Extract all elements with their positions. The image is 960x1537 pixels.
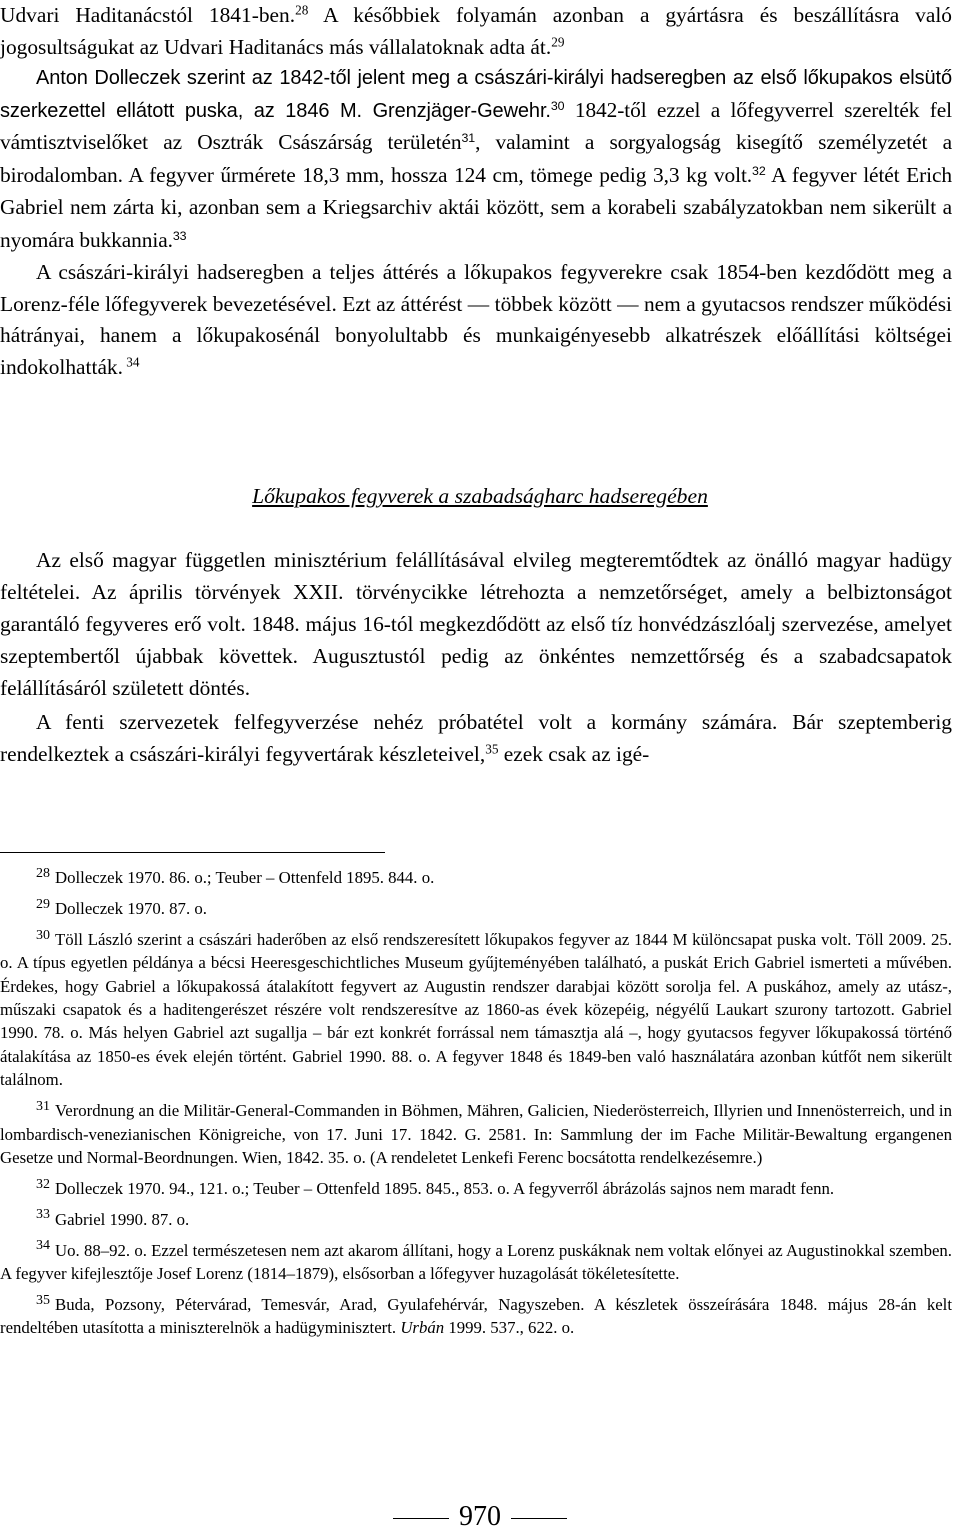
author-italic: Urbán <box>400 1318 445 1338</box>
footnote-33: $^{33}$ Gabriel 1990. 87. o. <box>36 1207 190 1229</box>
footnote-34: $^{34}$ Uo. 88–92. o. Ezzel természetesen nem azt akarom állítani, hogy a Lorenz puskáknak nem voltak előnyei az Augustinokkal szemben. A fegyver kifejlesztője Josef Lorenz (1814–1879), elsősorban a lőfegyver huzagolását tökéletesítette. <box>0 1238 952 1284</box>
page-number: 970 <box>0 1497 960 1537</box>
footnote-ref-31[interactable]: 31 <box>461 131 476 146</box>
footnote-29: $^{29}$ Dolleczek 1970. 87. o. <box>36 896 207 918</box>
footnote-number: 32 <box>36 1176 50 1192</box>
footnote-number: 31 <box>36 1098 50 1114</box>
footnotes <box>0 866 952 1347</box>
footnote-number: 33 <box>36 1207 50 1223</box>
footnote-ref-29[interactable]: 29 <box>551 34 565 50</box>
footnote-ref-32[interactable]: 32 <box>752 163 766 178</box>
footnote-35: $^{35}$ Buda, Pozsony, Pétervárad, Temesvár, Arad, Gyulafehérvár, Nagyszeben. A készletek összeírására 1848. május 28-án kelt rendeltében utasította a miniszterelnök a hadügyminisztert. Urbán 1999. 537., 622. o. <box>0 1292 952 1338</box>
footnote-28: $^{28}$ Dolleczek 1970. 86. o.; Teuber – Ottenfeld 1895. 844. o. <box>36 865 435 887</box>
footnote-number: 35 <box>36 1292 50 1308</box>
footnote-separator <box>0 852 385 853</box>
paragraph-2: Anton Dolleczek szerint az 1842-től jelent meg a császári-királyi hadseregben az első lőkupakos elsütő szerkezettel ellátott puska, az 1846 M. Grenzjäger-Gewehr.$^{30}$ 1842-től ezzel a lőfegyverrel szerelték fel vámtisztviselőket az Osztrák Császárság területén$^{31}$, valamint a sorgyalogság kisegítő személyzetét a birodalomban. A fegyver űrmérete 18,3 mm, hossza 124 cm, tömege pedig 3,3 kg volt.$^{32}$ A fegyver létét Erich Gabriel nem zárta ki, azonban sem a Kriegsarchiv aktái között, sem a korabeli szabályzatokban nem sikerült a nyomára bukkannia.$^{33}$ <box>0 67 952 252</box>
footnote-32: $^{32}$ Dolleczek 1970. 94., 121. o.; Teuber – Ottenfeld 1895. 845., 853. o. A fegyverről ábrázolás sajnos nem maradt fenn. <box>36 1176 835 1198</box>
body-text-block <box>0 0 952 383</box>
footnote-ref-33[interactable]: 33 <box>172 228 187 243</box>
footnote-number: 29 <box>36 896 50 912</box>
page-number-dash-left <box>393 1518 449 1519</box>
paragraph-5: A fenti szervezetek felfegyverzése nehéz próbatétel volt a kormány számára. Bár szeptemberig rendelkeztek a császári-királyi fegyvertárak készleteivel,$^{35}$ ezek csak az igé- <box>0 710 952 766</box>
footnote-30: $^{30}$ Töll László szerint a császári haderőben az első rendszeresített lőkupakos fegyver az 1844 M különcsapat puska volt. Töll 2009. 25. o. A típus egyetlen példánya a bécsi Heeresgeschichtliches Museum gyűjteményében található, a puskát Erich Gabriel ismerteti a művében. Érdekes, hogy Gabriel a lőkupakossá átalakított fegyvert az Augustin rendszer darabjai között sorolja fel. A puskához, amely az utász-, műszaki csapatok és a haditengerészet részére volt rendszeresítve az 1860-as évek közepéig, négyélű Laukart szurony tartozott. Gabriel 1990. 78. o. Más helyen Gabriel azt sugallja – bár ezt konkrét forrással nem támasztja alá –, hogy gyutacsos fegyver lőkupakossá történő átalakítása az 1850-es évek elején történt. Gabriel 1990. 88. o. A fegyver 1848 és 1849-ben való használatára azonban kútfőt nem sikerült találnom. <box>0 927 952 1090</box>
paragraph-3: A császári-királyi hadseregben a teljes áttérés a lőkupakos fegyverekre csak 1854-ben kezdődött meg a Lorenz-féle lőfegyverek bevezetésével. Ezt az áttérést — többek között — nem a gyutacsos rendszer működési hátrányai, hanem a lőkupakosénál bonyolultabb és munkaigényesebb alkatrészek előállítási költségei indokolhatták. $^{34}$ <box>0 260 952 379</box>
footnote-ref-34[interactable]: 34 <box>122 354 140 370</box>
footnote-number: 30 <box>36 927 50 943</box>
footnote-number: 28 <box>36 865 50 881</box>
footnote-number: 34 <box>36 1238 50 1254</box>
footnote-ref-30[interactable]: 30 <box>550 98 565 113</box>
paragraph-4: Az első magyar független minisztérium felállításával elvileg megteremtődtek az önálló magyar hadügy feltételei. Az április törvények XXII. törvénycikke létrehozta a nemzetőrséget, amely a belbiztonságot garantáló fegyveres erő volt. 1848. május 16-tól megkezdődött az első tíz honvédzászlóalj szervezése, amelyet szeptembertől újabbak követtek. Augusztustól pedig az önkéntes nemzettőrség és a szabadcsapatok felállításáról született döntés. <box>0 548 952 700</box>
footnote-ref-28[interactable]: 28 <box>295 2 309 18</box>
paragraph-1: Udvari Haditanácstól 1841-ben.$^{28}$ A későbbiek folyamán azonban a gyártásra és beszállításra való jogosultságukat az Udvari Haditanács más vállalatoknak adta át.$^{29}$ <box>0 2 952 59</box>
page-number-dash-right <box>511 1518 567 1519</box>
section-body <box>0 544 952 770</box>
section-heading: Lőkupakos fegyverek a szabadságharc hadseregében <box>252 484 708 508</box>
footnote-ref-35[interactable]: 35 <box>485 741 499 757</box>
footnote-31: $^{31}$ Verordnung an die Militär-General-Commanden in Böhmen, Mähren, Galicien, Niederösterreich, Illyrien und Innenösterreich, und in lombardisch-venezianischen Königreiche, von 17. Juni 17. 1842. G. 2581. In: Sammlung der im Fache Militär-Bewaltung ergangenen Gesetze und Normal-Beordnungen. Wien, 1842. 35. o. (A rendeletet Lenkefi Ferenc bocsátotta rendelkezésemre.) <box>0 1098 952 1167</box>
